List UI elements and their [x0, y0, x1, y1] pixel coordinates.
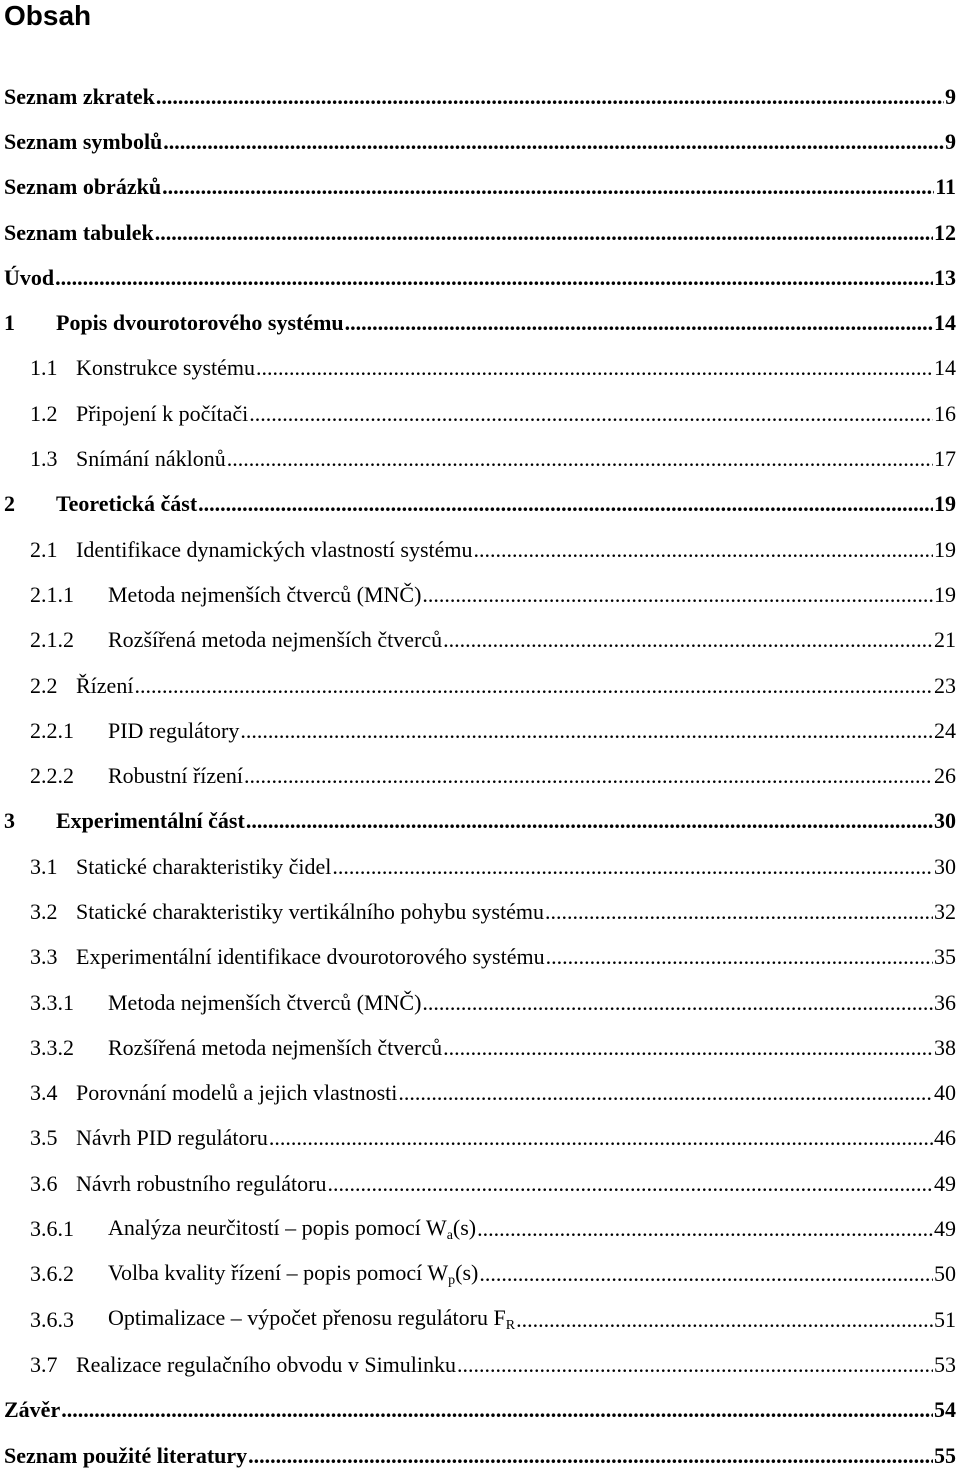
- toc-entry-title: [108, 1035, 442, 1061]
- toc-leader-dots: [240, 718, 933, 744]
- toc-entry[interactable]: [0, 391, 960, 436]
- toc-entry-title-text: Optimalizace – výpočet přenosu regulátoru F: [108, 1305, 506, 1331]
- toc-leader-dots: [328, 1171, 934, 1197]
- toc-leader-dots: [256, 355, 933, 381]
- toc-entry-page-number: 16: [934, 400, 956, 426]
- toc-entry-page-number: 13: [934, 264, 956, 290]
- toc-entry-title-text: Rozšířená metoda nejmenších čtverců: [108, 1034, 443, 1060]
- toc-entry-page-number: 38: [934, 1034, 956, 1060]
- toc-leader-dots: [398, 1080, 933, 1106]
- toc-entry[interactable]: [0, 753, 960, 798]
- toc-entry[interactable]: [0, 980, 960, 1025]
- toc-entry-page-number: 30: [934, 853, 956, 879]
- toc-entry-number: 3.2: [30, 898, 58, 924]
- toc-entry-number: 3.7: [30, 1351, 58, 1377]
- toc-entry[interactable]: [0, 618, 960, 663]
- toc-leader-dots: [163, 129, 944, 155]
- toc-entry-title: [76, 899, 544, 925]
- toc-entry-number: 1.3: [30, 446, 58, 472]
- toc-entry-title-text: Úvod: [4, 264, 55, 290]
- toc-leader-dots: [61, 1397, 933, 1423]
- toc-entry-title-text: Řízení: [76, 672, 134, 698]
- toc-entry-title: [4, 84, 155, 110]
- toc-entry[interactable]: [0, 1342, 960, 1387]
- toc-entry-title: [108, 1215, 476, 1244]
- toc-leader-dots: [227, 446, 933, 472]
- toc-leader-dots: [477, 1216, 933, 1242]
- toc-entry-title-text: Experimentální identifikace dvourotorového systému: [76, 944, 545, 970]
- toc-entry[interactable]: [0, 527, 960, 572]
- toc-entry-title: [108, 763, 243, 789]
- toc-entry-title: [108, 1260, 478, 1289]
- toc-leader-dots: [516, 1307, 933, 1333]
- toc-entry[interactable]: [0, 1206, 960, 1251]
- toc-entry-number: 1: [4, 310, 15, 336]
- toc-entry[interactable]: [0, 799, 960, 844]
- toc-entry-page-number: 19: [934, 536, 956, 562]
- toc-entry-title: [76, 1352, 456, 1378]
- toc-leader-dots: [156, 84, 944, 110]
- toc-entry-title-text: Analýza neurčitostí – popis pomocí W: [108, 1214, 447, 1240]
- toc-entry-title-text: Seznam symbolů: [4, 128, 163, 154]
- toc-entry[interactable]: [0, 1025, 960, 1070]
- toc-entry[interactable]: [0, 1116, 960, 1161]
- toc-entry[interactable]: [0, 165, 960, 210]
- toc-entry-page-number: 19: [934, 581, 956, 607]
- page-title: Obsah: [4, 0, 92, 31]
- toc-entry-title: [108, 582, 421, 608]
- toc-entry[interactable]: [0, 1433, 960, 1478]
- toc-entry-title: [108, 627, 442, 653]
- toc-leader-dots: [155, 220, 933, 246]
- toc-entry[interactable]: [0, 74, 960, 119]
- toc-entry-number: 2.2: [30, 672, 58, 698]
- toc-entry-subscript: a: [446, 1227, 453, 1243]
- toc-entry-title-text: Volba kvality řízení – popis pomocí W: [108, 1259, 449, 1285]
- toc-entry-page-number: 9: [945, 128, 956, 154]
- toc-entry-subscript: p: [448, 1272, 456, 1288]
- toc-entry-title-text: Rozšířená metoda nejmenších čtverců: [108, 627, 443, 653]
- toc-entry-number: 3.6.2: [30, 1261, 74, 1287]
- toc-entry-title-text: Teoretická část: [56, 491, 198, 517]
- toc-entry-title: [4, 174, 161, 200]
- toc-entry-number: 2.2.1: [30, 717, 74, 743]
- toc-entry-number: 2.1: [30, 536, 58, 562]
- toc-entry-page-number: 21: [934, 627, 956, 653]
- toc-entry-page-number: 23: [934, 672, 956, 698]
- toc-entry-title-text: Identifikace dynamických vlastností systému: [76, 536, 473, 562]
- toc-entry[interactable]: [0, 663, 960, 708]
- toc-entry-title: [108, 990, 421, 1016]
- toc-entry-title-text: Realizace regulačního obvodu v Simulinku: [76, 1351, 457, 1377]
- toc-entry-title: [56, 310, 344, 336]
- toc-entry-page-number: 14: [934, 355, 956, 381]
- toc-entry-title: [76, 854, 331, 880]
- toc-entry[interactable]: [0, 572, 960, 617]
- toc-entry-subscript: R: [505, 1318, 516, 1334]
- toc-entry[interactable]: [0, 708, 960, 753]
- toc-entry-title: [4, 129, 162, 155]
- toc-leader-dots: [162, 174, 934, 200]
- toc-entry-title: [76, 1125, 268, 1151]
- toc-entry-title-text: Statické charakteristiky čidel: [76, 853, 332, 879]
- toc-entry-page-number: 14: [934, 310, 956, 336]
- toc-entry-title-tail: (s): [455, 1259, 479, 1285]
- toc-entry-number: 1.1: [30, 355, 58, 381]
- toc-entry[interactable]: [0, 346, 960, 391]
- toc-entry-title: [108, 718, 239, 744]
- toc-entry-title: [4, 220, 154, 246]
- toc-entry-title: [76, 401, 248, 427]
- toc-entry-title: [4, 1397, 60, 1423]
- toc-leader-dots: [545, 899, 933, 925]
- toc-entry-title: [76, 1171, 327, 1197]
- toc-entry-page-number: 50: [934, 1261, 956, 1287]
- toc-leader-dots: [244, 763, 933, 789]
- toc-entry-title: [108, 1305, 515, 1334]
- toc-entry[interactable]: [0, 482, 960, 527]
- toc-entry-page-number: 24: [934, 717, 956, 743]
- toc-entry-title: [56, 491, 197, 517]
- toc-leader-dots: [249, 401, 933, 427]
- toc-entry[interactable]: [0, 1252, 960, 1297]
- toc-entry-title-text: Statické charakteristiky vertikálního pohybu systému: [76, 898, 545, 924]
- toc-entry-number: 3.5: [30, 1125, 58, 1151]
- toc-entry-number: 2.2.2: [30, 763, 74, 789]
- toc-entry-title: [76, 446, 226, 472]
- table-of-contents: [0, 74, 960, 1478]
- toc-entry-title: [4, 265, 54, 291]
- toc-entry-page-number: 36: [934, 989, 956, 1015]
- toc-entry-number: 3.1: [30, 853, 58, 879]
- toc-entry-title-text: Seznam obrázků: [4, 174, 162, 200]
- toc-entry-number: 3.6.3: [30, 1306, 74, 1332]
- toc-leader-dots: [332, 854, 933, 880]
- toc-entry-number: 2.1.1: [30, 581, 74, 607]
- toc-entry[interactable]: [0, 844, 960, 889]
- toc-entry[interactable]: [0, 255, 960, 300]
- toc-entry-title-text: Návrh robustního regulátoru: [76, 1170, 327, 1196]
- toc-leader-dots: [269, 1125, 933, 1151]
- toc-entry-number: 3.3.2: [30, 1034, 74, 1060]
- toc-entry-title-text: Popis dvourotorového systému: [56, 310, 344, 336]
- toc-entry-title: [76, 673, 133, 699]
- toc-entry-page-number: 9: [945, 83, 956, 109]
- toc-entry[interactable]: [0, 300, 960, 345]
- toc-entry-title-text: Snímání náklonů: [76, 446, 226, 472]
- toc-entry[interactable]: [0, 1161, 960, 1206]
- toc-entry-number: 2: [4, 491, 15, 517]
- toc-entry[interactable]: [0, 210, 960, 255]
- toc-entry-number: 3.6: [30, 1170, 58, 1196]
- toc-entry[interactable]: [0, 1388, 960, 1433]
- toc-entry-page-number: 40: [934, 1080, 956, 1106]
- toc-entry-title: [76, 1080, 397, 1106]
- toc-entry-title-text: Seznam tabulek: [4, 219, 154, 245]
- toc-entry-page-number: 55: [934, 1442, 956, 1468]
- toc-entry-page-number: 49: [934, 1216, 956, 1242]
- toc-entry-page-number: 26: [934, 763, 956, 789]
- toc-leader-dots: [246, 808, 933, 834]
- toc-entry-title-text: Závěr: [4, 1397, 61, 1423]
- toc-entry-title-text: Porovnání modelů a jejich vlastnosti: [76, 1080, 398, 1106]
- toc-entry-number: 3.4: [30, 1080, 58, 1106]
- toc-leader-dots: [457, 1352, 933, 1378]
- toc-entry-page-number: 49: [934, 1170, 956, 1196]
- toc-entry-title-tail: (s): [452, 1214, 477, 1240]
- toc-entry-number: 1.2: [30, 400, 58, 426]
- toc-entry-number: 3: [4, 808, 15, 834]
- toc-entry-page-number: 46: [934, 1125, 956, 1151]
- toc-entry-page-number: 11: [935, 174, 956, 200]
- toc-entry[interactable]: [0, 119, 960, 164]
- toc-entry-title-text: Připojení k počítači: [76, 400, 249, 426]
- toc-entry-title: [76, 355, 255, 381]
- toc-entry-page-number: 30: [934, 808, 956, 834]
- toc-entry-title-text: Metoda nejmenších čtverců (MNČ): [108, 581, 422, 607]
- toc-entry-title: [76, 944, 545, 970]
- toc-entry-page-number: 54: [934, 1397, 956, 1423]
- toc-entry-title-text: Metoda nejmenších čtverců (MNČ): [108, 989, 422, 1015]
- toc-entry-title: [56, 808, 245, 834]
- toc-entry-title-text: Konstrukce systému: [76, 355, 256, 381]
- toc-entry-number: 3.3.1: [30, 989, 74, 1015]
- toc-entry[interactable]: [0, 1297, 960, 1342]
- toc-leader-dots: [422, 582, 933, 608]
- toc-leader-dots: [248, 1443, 933, 1469]
- toc-entry-title: [4, 1443, 247, 1469]
- toc-entry[interactable]: [0, 1071, 960, 1116]
- toc-entry-number: 2.1.2: [30, 627, 74, 653]
- toc-leader-dots: [345, 310, 933, 336]
- toc-entry-page-number: 35: [934, 944, 956, 970]
- toc-entry[interactable]: [0, 436, 960, 481]
- toc-entry-title-text: Robustní řízení: [108, 763, 244, 789]
- toc-leader-dots: [422, 990, 933, 1016]
- toc-leader-dots: [479, 1261, 933, 1287]
- toc-leader-dots: [134, 673, 933, 699]
- toc-entry-page-number: 19: [934, 491, 956, 517]
- toc-entry-page-number: 17: [934, 446, 956, 472]
- toc-leader-dots: [546, 944, 933, 970]
- toc-entry[interactable]: [0, 935, 960, 980]
- toc-entry-title-text: Návrh PID regulátoru: [76, 1125, 268, 1151]
- toc-leader-dots: [443, 1035, 933, 1061]
- toc-entry-title-text: PID regulátory: [108, 717, 240, 743]
- toc-leader-dots: [55, 265, 933, 291]
- toc-leader-dots: [443, 627, 933, 653]
- toc-entry-page-number: 32: [934, 898, 956, 924]
- toc-leader-dots: [474, 537, 933, 563]
- toc-entry-title-text: Seznam zkratek: [4, 83, 155, 109]
- toc-entry[interactable]: [0, 889, 960, 934]
- toc-entry-page-number: 12: [934, 219, 956, 245]
- toc-entry-number: 3.3: [30, 944, 58, 970]
- toc-entry-page-number: 53: [934, 1351, 956, 1377]
- toc-entry-number: 3.6.1: [30, 1216, 74, 1242]
- toc-entry-title-text: Experimentální část: [56, 808, 245, 834]
- toc-entry-page-number: 51: [934, 1306, 956, 1332]
- toc-entry-title: [76, 537, 473, 563]
- toc-entry-title-text: Seznam použité literatury: [4, 1442, 248, 1468]
- toc-leader-dots: [198, 491, 933, 517]
